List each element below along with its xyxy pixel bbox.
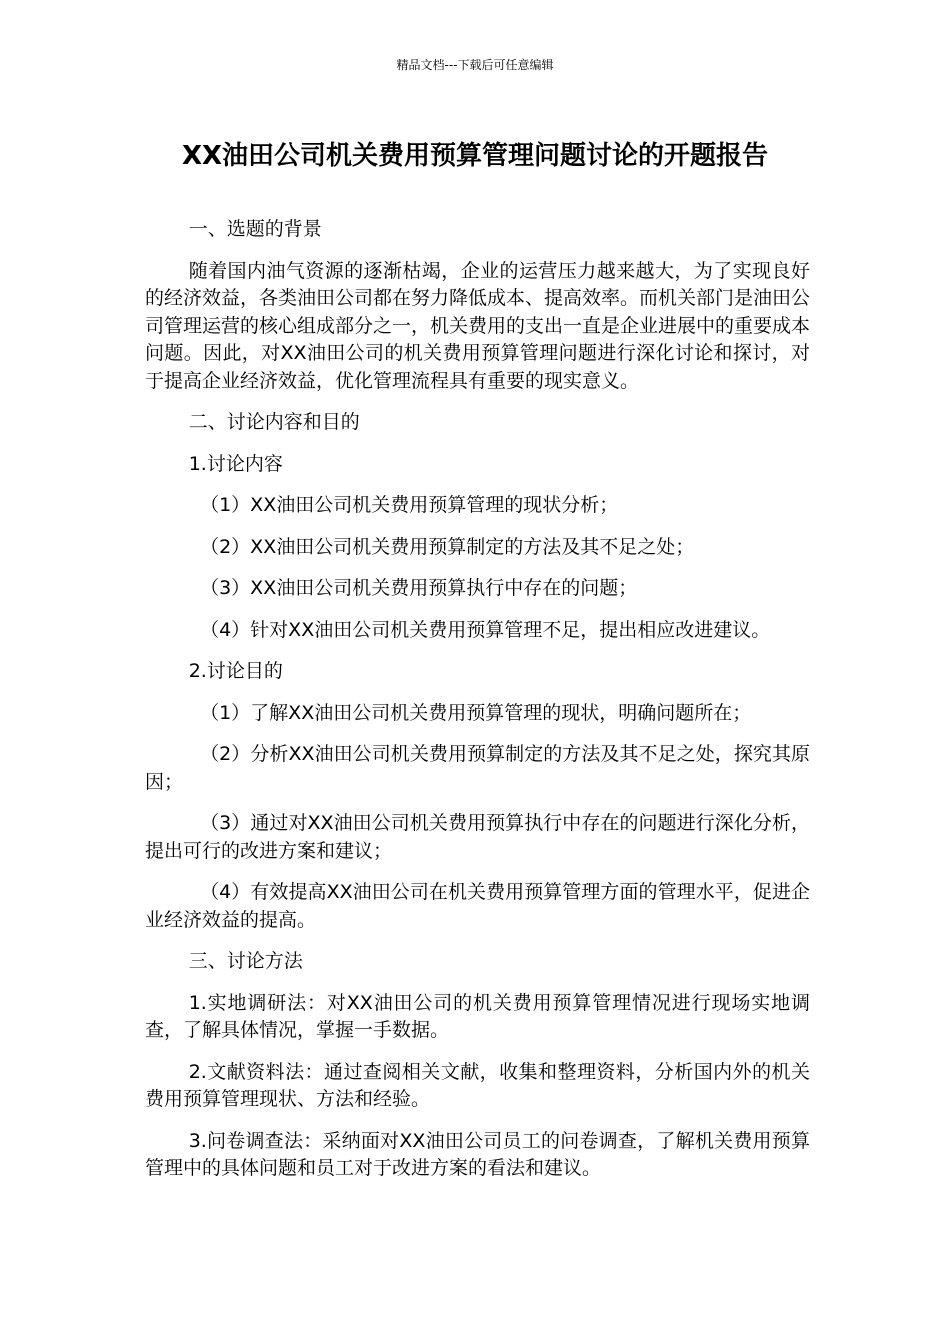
section-1-heading: 一、选题的背景 <box>188 218 322 240</box>
method-item: 2.文献资料法：通过查阅相关文献，收集和整理资料，分析国内外的机关费用预算管理现状、方法和经验。 <box>145 1060 810 1110</box>
header-note: 精品文档---下载后可任意编辑 <box>396 58 554 72</box>
goal-item: （4）有效提高XX油田公司在机关费用预算管理方面的管理水平，促进企业经济效益的提高。 <box>145 881 810 931</box>
method-item: 1.实地调研法：对XX油田公司的机关费用预算管理情况进行现场实地调查，了解具体情况，掌握一手数据。 <box>145 991 810 1041</box>
section-2-subheading-goals: 2.讨论目的 <box>188 660 283 682</box>
section-3-heading: 三、讨论方法 <box>188 950 303 972</box>
goal-item: （2）分析XX油田公司机关费用预算制定的方法及其不足之处，探究其原因； <box>145 743 810 793</box>
section-1-paragraph: 随着国内油气资源的逐渐枯竭，企业的运营压力越来越大，为了实现良好的经济效益，各类油田公司都在努力降低成本、提高效率。而机关部门是油田公司管理运营的核心组成部分之一，机关费用的支出一直是企业进展中的重要成本问题。因此，对XX油田公司的机关费用预算管理问题进行深化讨论和探讨，对于提高企业经济效益，优化管理流程具有重要的现实意义。 <box>145 259 811 392</box>
section-2-subheading-content: 1.讨论内容 <box>188 452 283 475</box>
document-body <box>145 216 810 1197</box>
document-title: XX油田公司机关费用预算管理问题讨论的开题报告 <box>181 141 769 171</box>
content-item: （1）XX油田公司机关费用预算管理的现状分析； <box>200 494 619 516</box>
goal-item: （3）通过对XX油田公司机关费用预算执行中存在的问题进行深化分析，提出可行的改进方案和建议； <box>145 812 810 862</box>
content-item: （2）XX油田公司机关费用预算制定的方法及其不足之处； <box>200 535 695 558</box>
goal-item: （1）了解XX油田公司机关费用预算管理的现状，明确问题所在； <box>200 701 752 724</box>
section-2-heading: 二、讨论内容和目的 <box>188 411 360 433</box>
method-item: 3.问卷调查法：采纳面对XX油田公司员工的问卷调查，了解机关费用预算管理中的具体问题和员工对于改进方案的看法和建议。 <box>145 1129 810 1179</box>
content-item: （3）XX油田公司机关费用预算执行中存在的问题； <box>200 577 638 599</box>
content-item: （4）针对XX油田公司机关费用预算管理不足，提出相应改进建议。 <box>200 618 771 641</box>
